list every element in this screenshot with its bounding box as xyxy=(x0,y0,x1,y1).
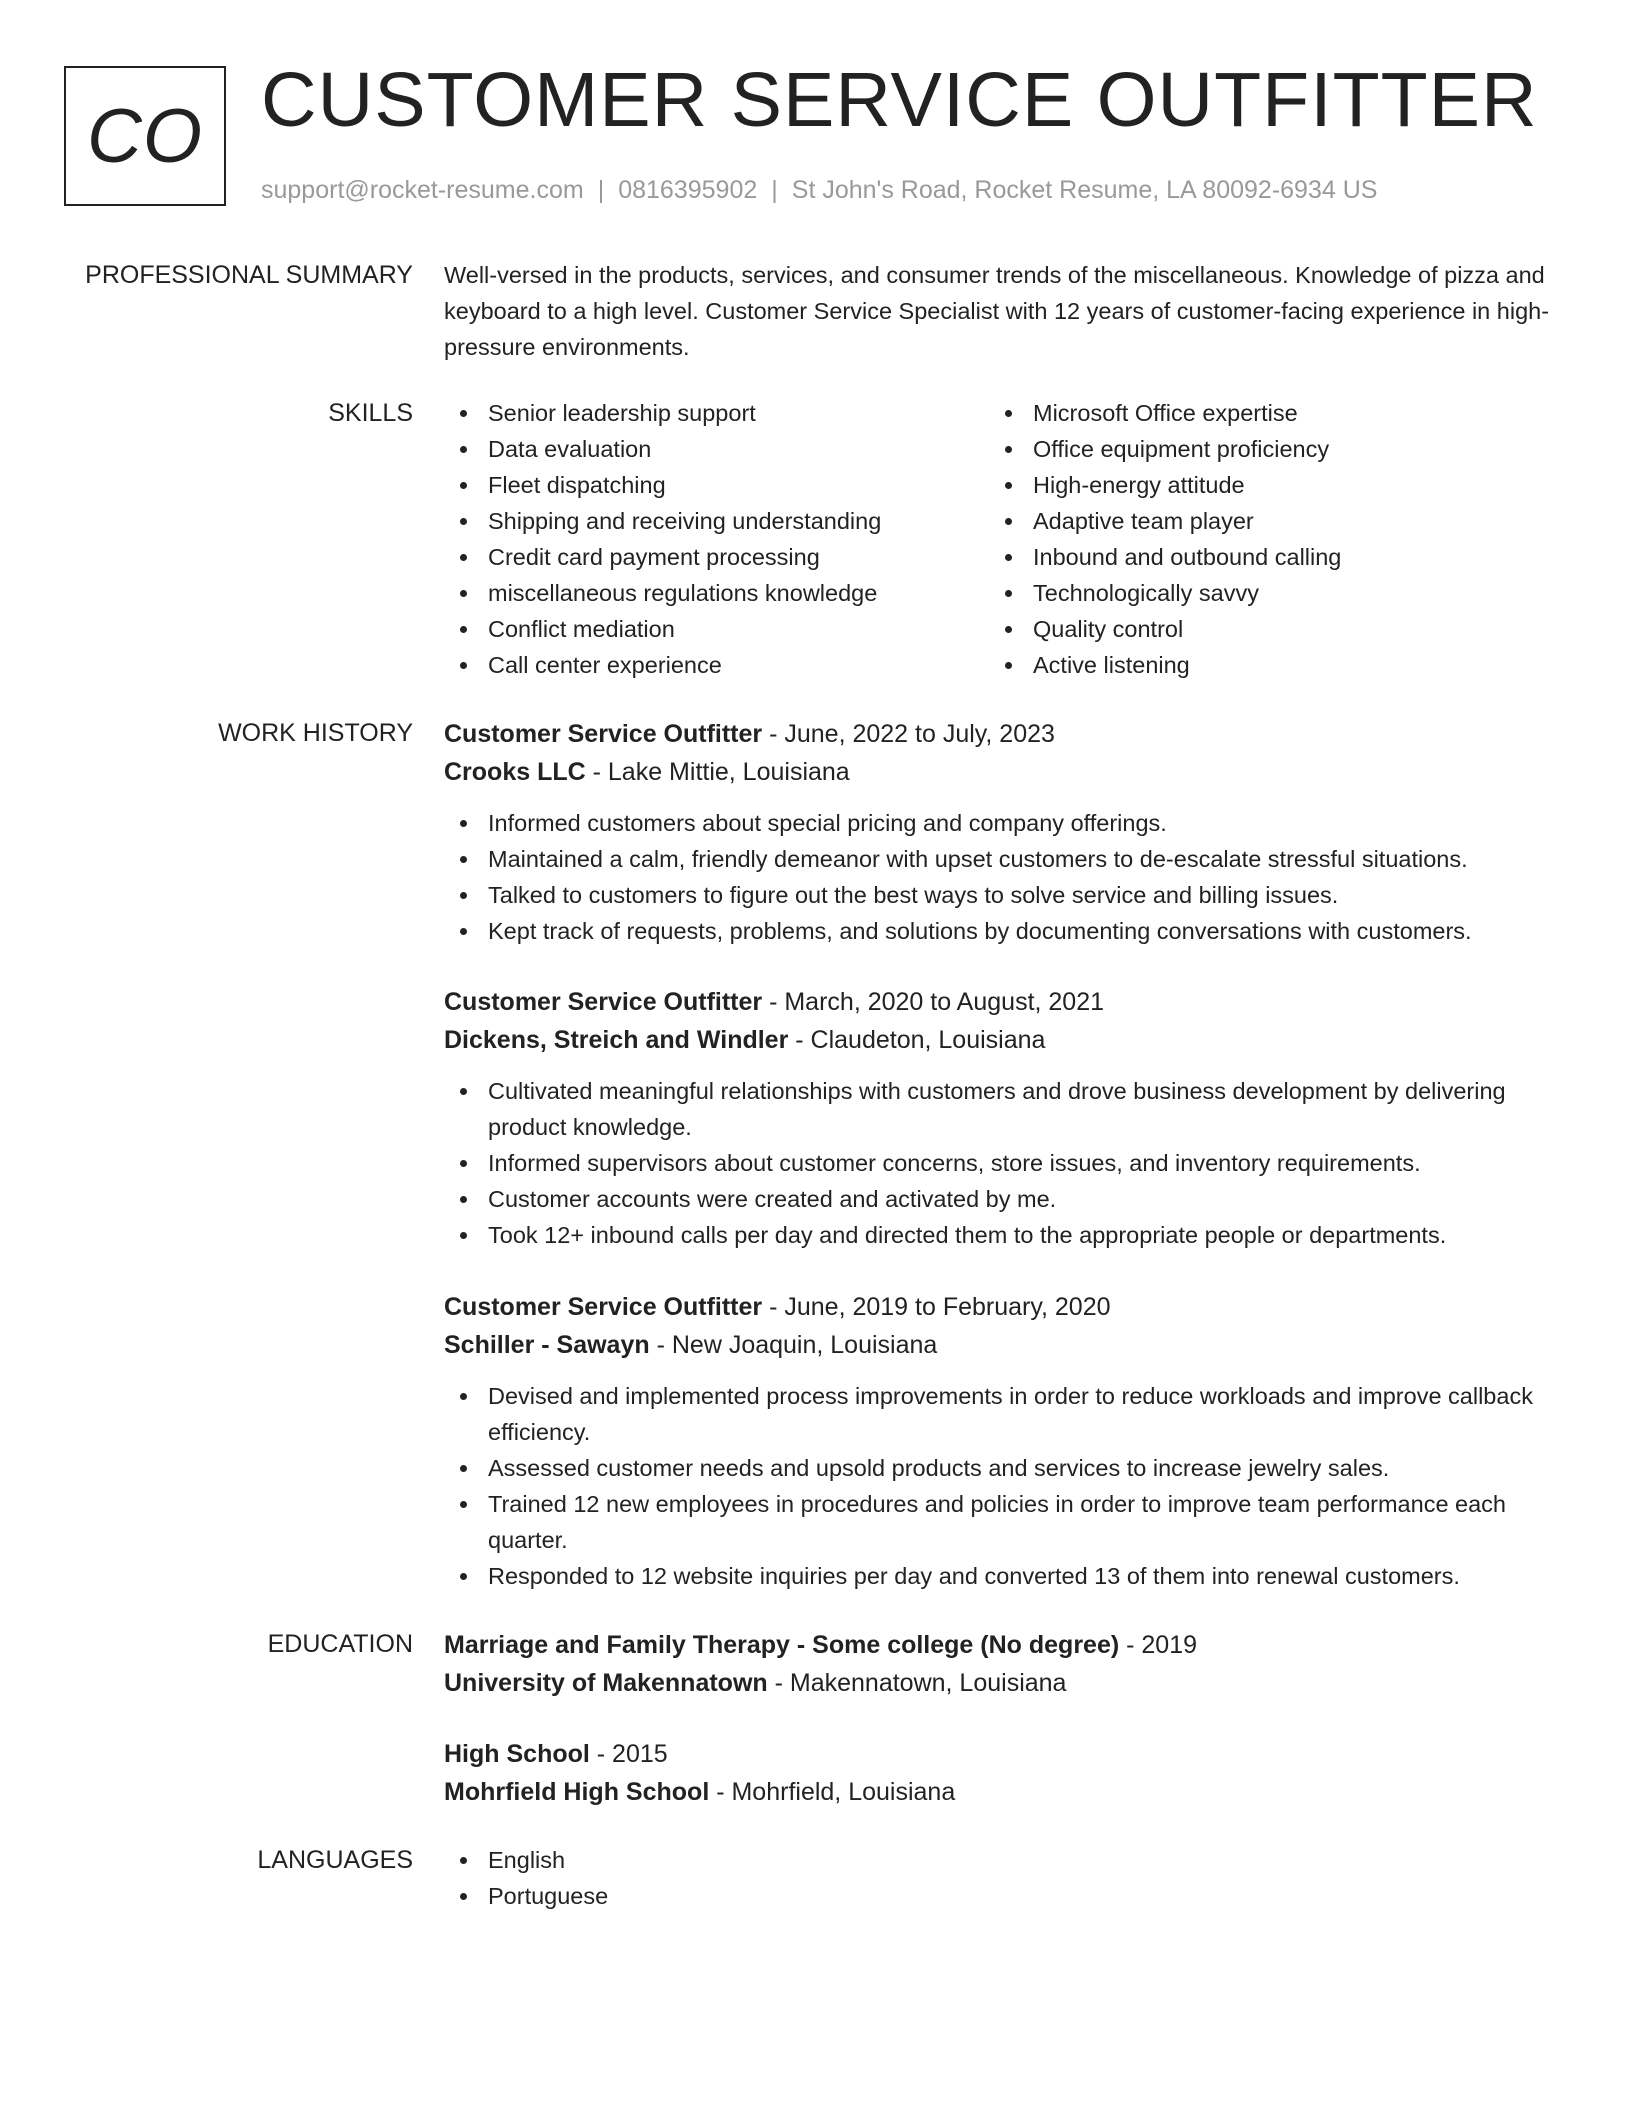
education-degree-line xyxy=(444,1735,1564,1773)
job-dates: - March, 2020 to August, 2021 xyxy=(762,988,1105,1016)
contact-separator: | xyxy=(771,176,778,204)
job-bullet: Assessed customer needs and upsold products and services to increase jewelry sales. xyxy=(444,1450,1564,1486)
skills-column-right xyxy=(989,395,1529,683)
summary-label: PROFESSIONAL SUMMARY xyxy=(85,261,413,289)
job-title-line xyxy=(444,715,1564,753)
work-history-label: WORK HISTORY xyxy=(218,719,413,747)
job-bullets xyxy=(444,1378,1564,1594)
job-dates: - June, 2019 to February, 2020 xyxy=(762,1293,1111,1321)
skills-list-left xyxy=(444,395,984,683)
job-bullet: Kept track of requests, problems, and solutions by documenting conversations with customers. xyxy=(444,913,1564,949)
skill-item: Quality control xyxy=(989,611,1529,647)
job-bullet: Responded to 12 website inquiries per day and converted 13 of them into renewal customers. xyxy=(444,1558,1564,1594)
job-company: Schiller - Sawayn xyxy=(444,1331,650,1359)
summary-content xyxy=(444,257,1564,365)
job-title-line xyxy=(444,1288,1564,1326)
language-item: English xyxy=(444,1842,1564,1878)
job-location: - New Joaquin, Louisiana xyxy=(649,1331,938,1359)
education-degree-line xyxy=(444,1626,1564,1664)
job-company-line xyxy=(444,1021,1564,1059)
job-bullet: Informed customers about special pricing and company offerings. xyxy=(444,805,1564,841)
job-bullet: Trained 12 new employees in procedures and policies in order to improve team performance each quarter. xyxy=(444,1486,1564,1558)
contact-email: support@rocket-resume.com xyxy=(261,176,584,204)
skill-item: Office equipment proficiency xyxy=(989,431,1529,467)
education-school: Mohrfield High School xyxy=(444,1778,710,1806)
skill-item: Active listening xyxy=(989,647,1529,683)
contact-line xyxy=(261,174,1377,206)
skills-label: SKILLS xyxy=(328,399,413,427)
monogram-badge: CO xyxy=(64,66,226,206)
education-entry xyxy=(444,1735,1564,1811)
contact-separator: | xyxy=(597,176,605,204)
skill-item: Credit card payment processing xyxy=(444,539,984,575)
skill-item: Adaptive team player xyxy=(989,503,1529,539)
skill-item: miscellaneous regulations knowledge xyxy=(444,575,984,611)
skill-item: Microsoft Office expertise xyxy=(989,395,1529,431)
education-degree: High School xyxy=(444,1740,590,1768)
resume-name: CUSTOMER SERVICE OUTFITTER xyxy=(261,57,1538,143)
contact-phone: 0816395902 xyxy=(618,176,758,204)
job-location: - Claudeton, Louisiana xyxy=(788,1026,1046,1054)
skill-item: Data evaluation xyxy=(444,431,984,467)
education-degree: Marriage and Family Therapy - Some college (No degree) xyxy=(444,1631,1120,1659)
education-entry xyxy=(444,1626,1564,1702)
education-school-line xyxy=(444,1773,1564,1811)
skills-content xyxy=(444,395,1564,685)
job-bullets xyxy=(444,1073,1564,1253)
skill-item: Conflict mediation xyxy=(444,611,984,647)
skill-item: Shipping and receiving understanding xyxy=(444,503,984,539)
job-entry xyxy=(444,1288,1564,1594)
education-school-line xyxy=(444,1664,1564,1702)
education-school: University of Makennatown xyxy=(444,1669,768,1697)
job-dates: - June, 2022 to July, 2023 xyxy=(762,720,1055,748)
job-bullet: Cultivated meaningful relationships with customers and drove business development by delivering product knowledge. xyxy=(444,1073,1564,1145)
skills-column-left xyxy=(444,395,984,683)
job-company: Dickens, Streich and Windler xyxy=(444,1026,789,1054)
job-title: Customer Service Outfitter xyxy=(444,720,763,748)
languages-content xyxy=(444,1842,1564,1914)
job-company-line xyxy=(444,1326,1564,1364)
job-entry xyxy=(444,715,1564,949)
job-bullet: Talked to customers to figure out the best ways to solve service and billing issues. xyxy=(444,877,1564,913)
job-company-line xyxy=(444,753,1564,791)
skill-item: Inbound and outbound calling xyxy=(989,539,1529,575)
job-bullet: Devised and implemented process improvements in order to reduce workloads and improve callback efficiency. xyxy=(444,1378,1564,1450)
job-bullet: Customer accounts were created and activated by me. xyxy=(444,1181,1564,1217)
job-bullet: Maintained a calm, friendly demeanor with upset customers to de-escalate stressful situations. xyxy=(444,841,1564,877)
job-bullets xyxy=(444,805,1564,949)
education-location: - Makennatown, Louisiana xyxy=(767,1669,1067,1697)
languages-list xyxy=(444,1842,1564,1914)
language-item: Portuguese xyxy=(444,1878,1564,1914)
skill-item: Technologically savvy xyxy=(989,575,1529,611)
job-company: Crooks LLC xyxy=(444,758,586,786)
skill-item: High-energy attitude xyxy=(989,467,1529,503)
job-title-line xyxy=(444,983,1564,1021)
education-label: EDUCATION xyxy=(267,1630,413,1658)
skills-list-right xyxy=(989,395,1529,683)
languages-label: LANGUAGES xyxy=(257,1846,413,1874)
skill-item: Call center experience xyxy=(444,647,984,683)
job-bullet: Took 12+ inbound calls per day and directed them to the appropriate people or departments. xyxy=(444,1217,1564,1253)
job-entry xyxy=(444,983,1564,1253)
job-location: - Lake Mittie, Louisiana xyxy=(585,758,850,786)
education-year: - 2019 xyxy=(1119,1631,1198,1659)
summary-text: Well-versed in the products, services, and consumer trends of the miscellaneous. Knowledge of pizza and keyboard to a high level. Customer Service Specialist with 12 years of customer-facing experience in high-pressure environments. xyxy=(444,262,1550,360)
education-location: - Mohrfield, Louisiana xyxy=(709,1778,956,1806)
job-title: Customer Service Outfitter xyxy=(444,988,763,1016)
education-year: - 2015 xyxy=(589,1740,668,1768)
skill-item: Senior leadership support xyxy=(444,395,984,431)
contact-address: St John's Road, Rocket Resume, LA 80092-6934 US xyxy=(791,176,1378,204)
job-bullet: Informed supervisors about customer concerns, store issues, and inventory requirements. xyxy=(444,1145,1564,1181)
job-title: Customer Service Outfitter xyxy=(444,1293,763,1321)
skill-item: Fleet dispatching xyxy=(444,467,984,503)
